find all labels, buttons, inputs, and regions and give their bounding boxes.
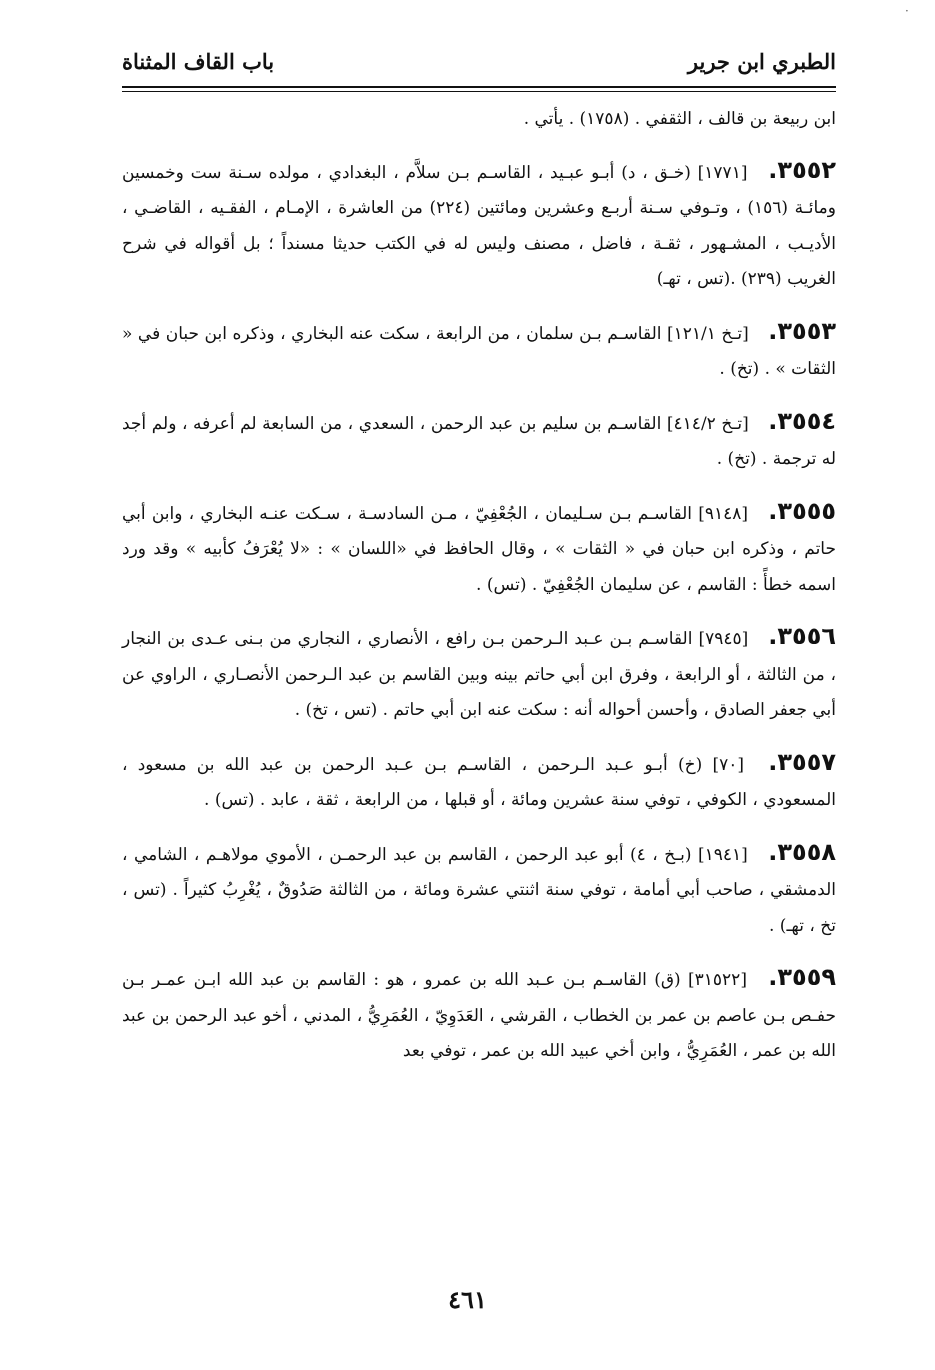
- entry-3555: [122, 494, 836, 604]
- entry-number: ٣٥٥٩.: [768, 963, 836, 991]
- entry-3559: [122, 960, 836, 1070]
- entry-3552: [122, 153, 836, 298]
- entry-number: ٣٥٥٤.: [768, 406, 836, 435]
- entry-number: ٣٥٥٦.: [768, 622, 836, 650]
- entry-number: ٣٥٥٧.: [768, 747, 836, 776]
- entry-text: [تـخ ١٢١/١] القاسـم بـن سلمان ، من الرابعة ، سكت عنه البخاري ، وذكره ابن حبان في « الثقات » . (تخ) .: [122, 323, 836, 379]
- body-text: [122, 102, 836, 1086]
- entry-3553: [122, 314, 836, 388]
- entry-number: ٣٥٥٣.: [768, 316, 836, 345]
- entry-text: [٧٩٤٥] القاسـم بـن عـبد الـرحمن بـن رافع ، الأنصاري ، النجاري من بـنى عـدى بن النجار ، من الثالثة ، أو الرابعة ، وفرق ابن أبي حاتم بينه وبين القاسم بن عبد الـرحمن الأنصـاري ، الراوي عن أبي جعفر الصادق ، وأحسن أحواله أنه : سكت عنه ابن أبي حاتم . (تس ، تخ) .: [122, 629, 836, 720]
- scan-edge-mark: ·: [905, 4, 909, 18]
- entry-number: ٣٥٥٨.: [768, 837, 836, 866]
- continuation-line: ابن ربيعة بن قالف ، الثقفي . (١٧٥٨) . يأتي .: [523, 109, 836, 129]
- page-number: ٤٦١: [448, 1285, 487, 1314]
- header-rule-thin: [122, 91, 836, 92]
- entry-number: ٣٥٥٢.: [768, 155, 837, 184]
- entry-number: ٣٥٥٥.: [768, 496, 837, 525]
- chapter-title: باب القاف المثناة: [122, 49, 275, 74]
- entry-text: [٣١٥٢٢] (ق) القاسـم بـن عـبد الله بن عمرو ، هو : القاسم بن عبد الله ابـن عمـر بـن حفـص بـن عاصم بن عمر بن الخطاب ، القرشي ، العَدَوِيّ ، العُمَرِيُّ ، المدني ، أخو عبد الرحمن بن عبد الله بن عمر ، العُمَرِيُّ ، وابن أخي عبيد الله بن عمر ، توفي بعد: [122, 970, 836, 1061]
- running-header: [122, 44, 836, 84]
- entry-3554: [122, 404, 836, 478]
- book-title: الطبري ابن جرير: [687, 49, 836, 74]
- entry-3558: [122, 835, 836, 945]
- entry-text: [١٩٤١] (بـخ ، ٤) أبو عبد الرحمن ، القاسم بن عبد الرحمـن ، الأموي مولاهـم ، الشامي ، الدمشقي ، صاحب أبي أمامة ، توفي سنة اثنتي عشرة ومائة ، من الثالثة صَدُوقٌ ، يُغْرِبُ كثيراً . (تس ، تخ ، تهـ) .: [122, 844, 836, 936]
- entry-text: [٩١٤٨] القاسـم بـن سـليمان ، الجُعْفِيّ ، مـن السادسـة ، سـكت عنـه البخاري ، وابن أبي حاتم ، وذكره ابن حبان في « الثقات » ، وقال الحافظ في «اللسان » : «لا يُعْرَفُ كأبيه » وقد ورد اسمه خطأً : القاسم ، عن سليمان الجُعْفِيّ . (تس) .: [122, 503, 836, 595]
- entry-text: [١٧٧١] (خـق ، د) أبـو عبـيد ، القاسـم بـن سلاَّم ، البغدادي ، مولده سـنة ست وخمسين ومائـة (١٥٦) ، وتـوفي سـنة أربـع وعشرين ومائتين (٢٢٤) من العاشرة ، الإمـام ، الفقـيه ، القاضـي ، الأديـب ، المشـهور ، ثقـة ، فاضل ، مصنف وليس له في الكتب حديثا مسنداً ؛ بل أقواله في شرح الغريب (٢٣٩) .(تس ، تهـ): [122, 162, 836, 289]
- entry-text: [٧٠] (خ) أبـو عـبد الـرحمن ، القاسـم بـن عـبد الرحمن بن عبد الله بن مسعود ، المسعودي ، الكوفي ، توفي سنة عشرين ومائة ، أو قبلها ، من الرابعة ، ثقة ، عابد . (تس) .: [122, 754, 836, 810]
- entry-3556: [122, 619, 836, 729]
- entry-3557: [122, 745, 836, 819]
- header-rule-thick: [122, 86, 836, 88]
- entry-text: [تـخ ٤١٤/٢] القاسـم بن سليم بن عبد الرحمن ، السعدي ، من السابعة لم أعرفه ، ولم أجد له ترجمة . (تخ) .: [122, 413, 836, 469]
